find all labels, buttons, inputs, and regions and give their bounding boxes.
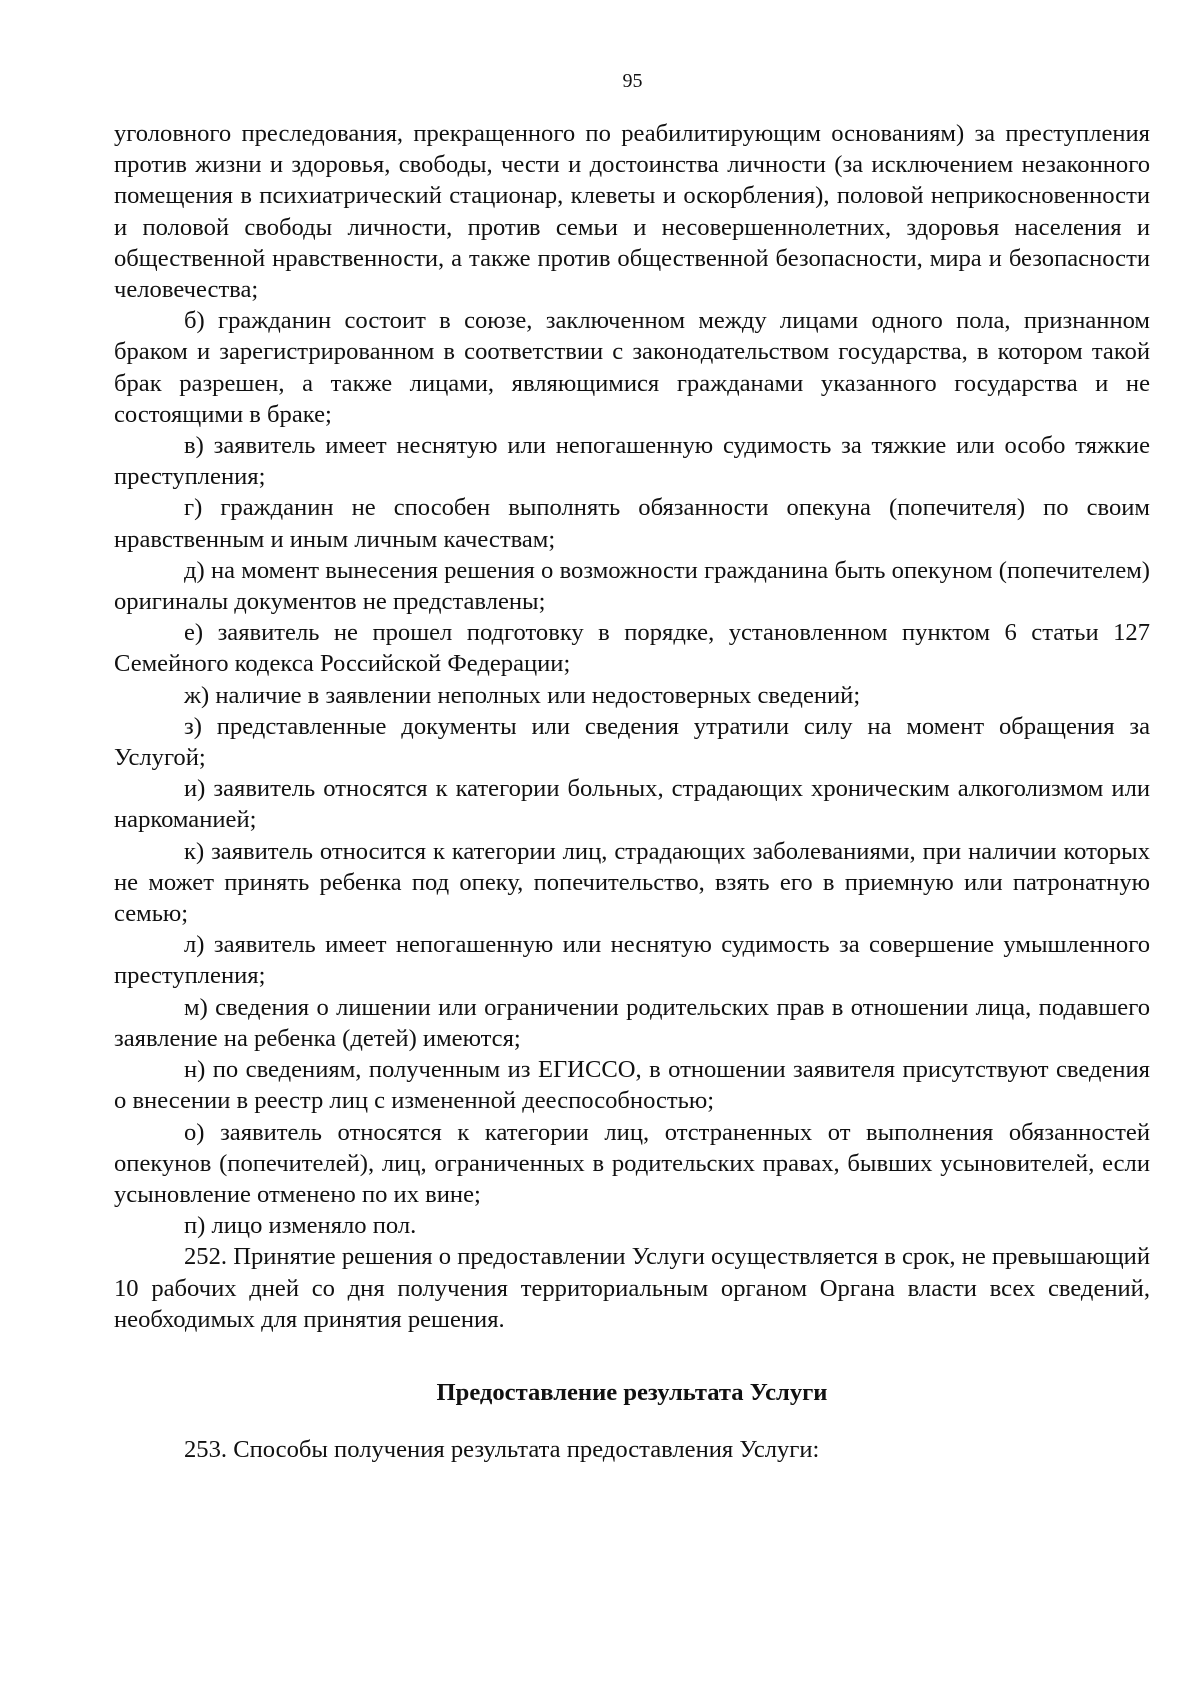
list-item-l: л) заявитель имеет непогашенную или неснятую судимость за совершение умышленного преступления; (114, 931, 1150, 990)
section-heading: Предоставление результата Услуги (436, 1378, 828, 1406)
list-item-zh: ж) наличие в заявлении неполных или недостоверных сведений; (184, 681, 861, 709)
list-item-b: б) гражданин состоит в союзе, заключенном между лицами одного пола, признанном браком и зарегистрированном в соответствии с законодательством государства, в котором такой брак разрешен, а также лицами, являющимися гражданами указанного государства и не состоящими в браке; (114, 307, 1150, 428)
list-item-m: м) сведения о лишении или ограничении родительских прав в отношении лица, подавшего заявление на ребенка (детей) имеются; (114, 993, 1150, 1052)
list-item-k: к) заявитель относится к категории лиц, страдающих заболеваниями, при наличии которых не может принять ребенка под опеку, попечительство, взять его в приемную или патронатную семью; (114, 837, 1150, 928)
page-number: 95 (622, 70, 643, 92)
list-item-n: н) по сведениям, полученным из ЕГИССО, в отношении заявителя присутствуют сведения о внесении в реестр лиц с измененной дееспособностью; (114, 1056, 1150, 1115)
paragraph-253: 253. Способы получения результата предоставления Услуги: (184, 1436, 820, 1464)
list-item-z: з) представленные документы или сведения утратили силу на момент обращения за Услугой; (114, 712, 1150, 772)
paragraph-continuation: уголовного преследования, прекращенного по реабилитирующим основаниям) за преступления против жизни и здоровья, свободы, чести и достоинства личности (за исключением незаконного помещения в психиатрический стационар, клеветы и оскорбления), половой неприкосновенности и половой свободы личности, против семьи и несовершеннолетних, здоровья населения и общественной нравственности, а также против общественной безопасности, мира и безопасности человечества; (114, 120, 1150, 304)
list-item-e: е) заявитель не прошел подготовку в порядке, установленном пунктом 6 статьи 127 Семейного кодекса Российской Федерации; (114, 619, 1150, 678)
paragraph-252: 252. Принятие решения о предоставлении Услуги осуществляется в срок, не превышающий 10 рабочих дней со дня получения территориальным органом Органа власти всех сведений, необходимых для принятия решения. (114, 1243, 1150, 1333)
list-item-p: п) лицо изменяло пол. (184, 1212, 417, 1240)
list-item-i: и) заявитель относятся к категории больных, страдающих хроническим алкоголизмом или наркоманией; (114, 775, 1150, 834)
list-item-o: о) заявитель относятся к категории лиц, отстраненных от выполнения обязанностей опекунов (попечителей), лиц, ограниченных в родительских правах, бывших усыновителей, если усыновление отменено по их вине; (114, 1118, 1150, 1208)
list-item-v: в) заявитель имеет неснятую или непогашенную судимость за тяжкие или особо тяжкие преступления; (114, 432, 1150, 491)
document-body (114, 118, 1150, 1465)
list-item-d: д) на момент вынесения решения о возможности гражданина быть опекуном (попечителем) оригиналы документов не представлены; (114, 556, 1150, 616)
list-item-g: г) гражданин не способен выполнять обязанности опекуна (попечителя) по своим нравственным и иным личным качествам; (114, 494, 1150, 553)
